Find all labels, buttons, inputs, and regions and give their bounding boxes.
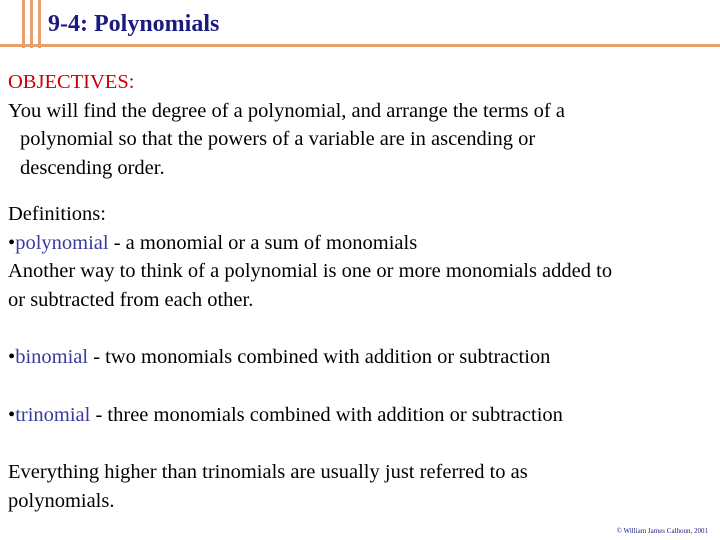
bullet: • — [8, 346, 16, 368]
decorative-bar-1 — [22, 0, 25, 48]
copyright-credit: © William James Calhoun, 2001 — [616, 527, 708, 535]
polynomial-definition-text: - a monomial or a sum of monomials — [108, 231, 418, 254]
closing-line-2: polynomials. — [8, 489, 115, 512]
objectives-line-3: descending order. — [20, 156, 165, 179]
bullet: • — [8, 231, 16, 254]
objectives-section — [8, 68, 716, 182]
bullet: • — [8, 403, 16, 426]
binomial-definition — [8, 343, 716, 372]
trinomial-definition-text: - three monomials combined with addition or subtraction — [90, 403, 563, 426]
binomial-definition-text: - two monomials combined with addition or subtraction — [88, 346, 551, 368]
spacer — [8, 182, 716, 200]
polynomial-note-line-1: Another way to think of a polynomial is one or more monomials added to — [8, 260, 613, 282]
polynomial-note-line-2: or subtracted from each other. — [8, 288, 254, 311]
polynomial-term: polynomial — [15, 231, 109, 254]
spacer — [8, 372, 716, 401]
spacer — [8, 429, 716, 458]
decorative-bar-3 — [38, 0, 41, 48]
definitions-section — [8, 200, 716, 515]
decorative-bar-2 — [30, 0, 33, 48]
closing-line-1: Everything higher than trinomials are usually just referred to as — [8, 461, 528, 483]
page-title: 9-4: Polynomials — [48, 11, 220, 37]
slide-body — [8, 68, 716, 515]
trinomial-definition — [8, 401, 716, 430]
definitions-heading: Definitions: — [8, 203, 106, 225]
trinomial-term: trinomial — [15, 403, 91, 426]
objectives-line-1: You will find the degree of a polynomial, and arrange the terms of a — [8, 99, 565, 122]
polynomial-definition — [8, 229, 716, 258]
header-divider — [0, 44, 720, 47]
binomial-term: binomial — [15, 346, 89, 368]
objectives-heading: OBJECTIVES: — [8, 71, 135, 93]
spacer — [8, 314, 716, 343]
objectives-line-2: polynomial so that the powers of a variable are in ascending or — [20, 128, 536, 150]
